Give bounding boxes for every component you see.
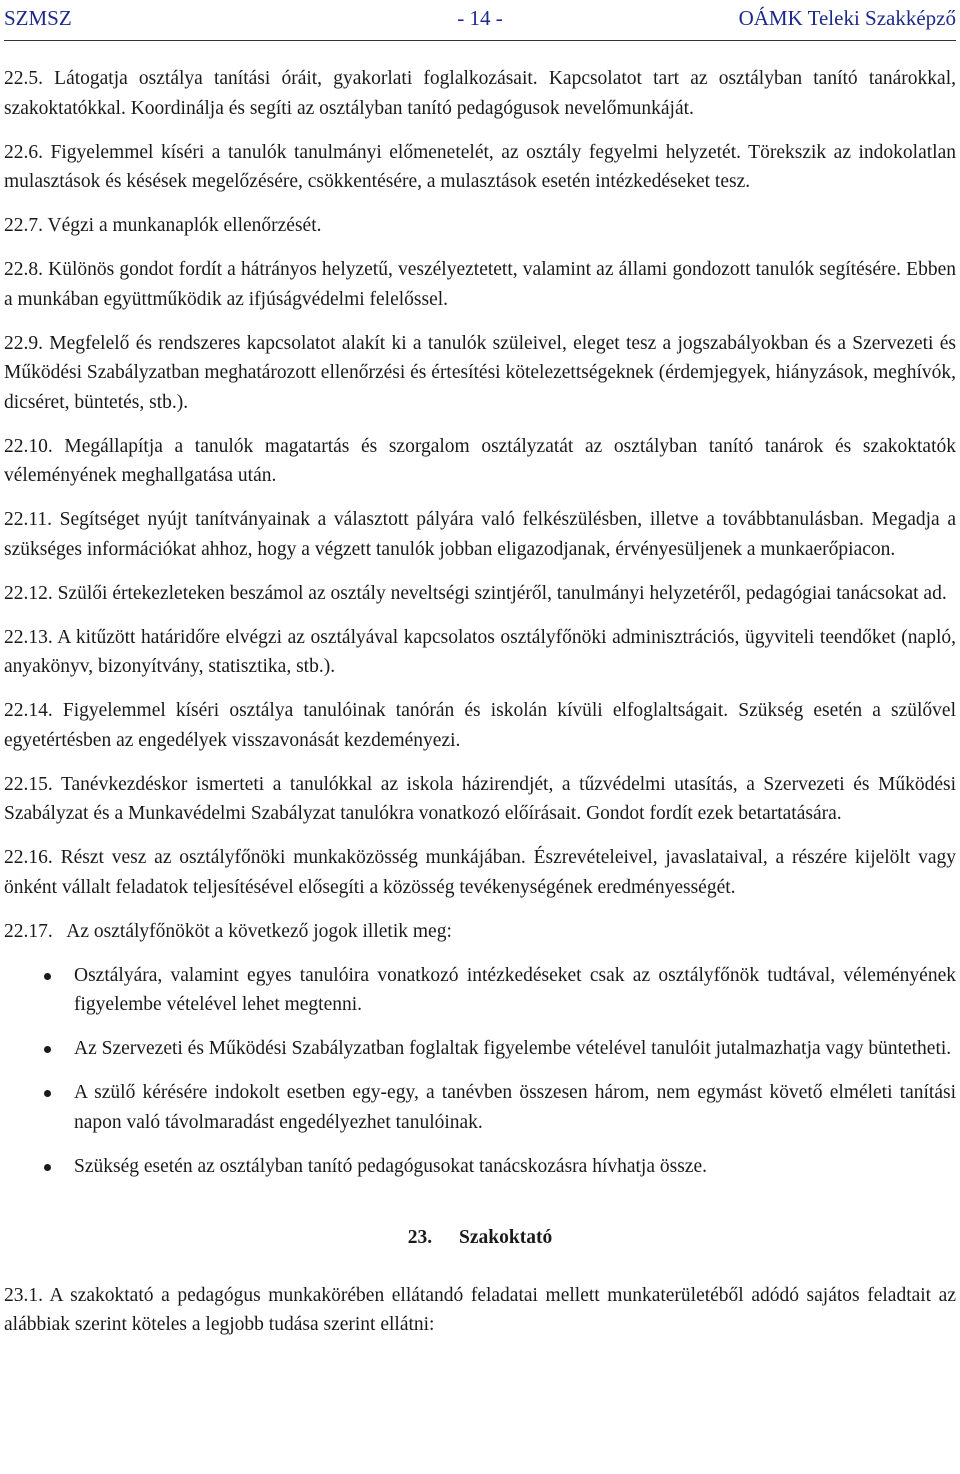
section-number: 23. (407, 1227, 433, 1248)
bullet-icon (44, 1164, 51, 1171)
list-item-text: Szükség esetén az osztályban tanító pedagógusokat tanácskozásra hívhatja össze. (74, 1155, 707, 1177)
paragraph-22-15: 22.15. Tanévkezdéskor ismerteti a tanulókkal az iskola házirendjét, a tűzvédelmi utasítás, a Szervezeti és Működési Szabályzat és a Munkavédelmi Szabályzat tanulókra vonatkozó előírásait. Gondot fordít ezek betartatására. (4, 773, 956, 824)
header-right: OÁMK Teleki Szakképző (738, 6, 956, 30)
list-item-text: A szülő kérésére indokolt esetben egy-egy, a tanévben összesen három, nem egymást követő elméleti tanítási napon való távolmaradást engedélyezhet tanulóinak. (74, 1082, 956, 1133)
rights-list (4, 961, 956, 1182)
paragraph-22-7: 22.7. Végzi a munkanaplók ellenőrzését. (4, 215, 322, 236)
bullet-icon (44, 973, 51, 980)
page-header (4, 4, 956, 41)
list-item-text: Az Szervezeti és Működési Szabályzatban foglaltak figyelembe vételével tanulóit jutalmazhatja vagy büntetheti. (74, 1038, 952, 1059)
paragraph-22-10: 22.10. Megállapítja a tanulók magatartás és szorgalom osztályzatát az osztályban tanító tanárok és szakoktatók véleményének meghallgatása után. (4, 435, 956, 486)
paragraph-22-12: 22.12. Szülői értekezleteken beszámol az osztály neveltségi szintjéről, tanulmányi helyzetéről, pedagógiai tanácsokat ad. (4, 582, 947, 604)
list-item (4, 1078, 956, 1137)
section-heading (4, 1223, 956, 1253)
paragraph-22-13: 22.13. A kitűzött határidőre elvégzi az osztályával kapcsolatos osztályfőnöki adminisztrációs, ügyviteli teendőket (napló, anyakönyv, bizonyítvány, statisztika, stb.). (4, 626, 956, 677)
paragraph-22-8: 22.8. Különös gondot fordít a hátrányos helyzetű, veszélyeztetett, valamint az állami gondozott tanulók segítésére. Ebben a munkában együttműködik az ifjúságvédelmi felelőssel. (4, 259, 956, 310)
list-item (4, 961, 956, 1020)
section-title: Szakoktató (459, 1227, 553, 1248)
bullet-icon (44, 1046, 51, 1053)
paragraph-23-1: 23.1. A szakoktató a pedagógus munkakörében ellátandó feladatai mellett munkaterületéből adódó sajátos feladtait az alábbiak szerint köteles a legjobb tudása szerint ellátni: (4, 1284, 956, 1335)
bullet-icon (44, 1090, 51, 1097)
paragraph-22-16: 22.16. Részt vesz az osztályfőnöki munkaközösség munkájában. Észrevételeivel, javaslataival, a részére kijelölt vagy önként vállalt feladatok teljesítésével elősegíti a közösség tevékenységének eredményességét. (4, 847, 956, 898)
list-item (4, 1034, 956, 1064)
list-item (4, 1152, 956, 1182)
header-left: SZMSZ (4, 6, 72, 30)
paragraph-22-6: 22.6. Figyelemmel kíséri a tanulók tanulmányi előmenetelét, az osztály fegyelmi helyzetét. Törekszik az indokolatlan mulasztások és késések megelőzésére, csökkentésére, a mulasztások esetén intézkedéseket tesz. (4, 141, 956, 192)
paragraph-22-17: 22.17. Az osztályfőnököt a következő jogok illetik meg: (4, 920, 452, 942)
paragraph-22-9: 22.9. Megfelelő és rendszeres kapcsolatot alakít ki a tanulók szüleivel, eleget tesz a jogszabályokban és a Szervezeti és Működési Szabályzatban meghatározott ellenőrzési és értesítési kötelezettségeknek (érdemjegyek, hiányzások, meghívók, dicséret, büntetés, stb.). (4, 332, 956, 413)
list-item-text: Osztályára, valamint egyes tanulóira vonatkozó intézkedéseket csak az osztályfőnök tudtával, véleményének figyelembe vételével lehet megtenni. (74, 964, 956, 1015)
document-body (4, 64, 956, 1354)
paragraph-22-11: 22.11. Segítséget nyújt tanítványainak a választott pályára való felkészülésben, illetve a továbbtanulásban. Megadja a szükséges információkat ahhoz, hogy a végzett tanulók jobban eligazodjanak, érvényesüljenek a munkaerőpiacon. (4, 509, 956, 560)
paragraph-22-14: 22.14. Figyelemmel kíséri osztálya tanulóinak tanórán és iskolán kívüli elfoglaltságait. Szükség esetén a szülővel egyetértésben az engedélyek visszavonását kezdeményezi. (4, 700, 956, 751)
page-number: - 14 - (457, 6, 503, 30)
paragraph-22-5: 22.5. Látogatja osztálya tanítási óráit, gyakorlati foglalkozásait. Kapcsolatot tart az osztályban tanító tanárokkal, szakoktatókkal. Koordinálja és segíti az osztályban tanító pedagógusok nevelőmunkáját. (4, 68, 956, 119)
